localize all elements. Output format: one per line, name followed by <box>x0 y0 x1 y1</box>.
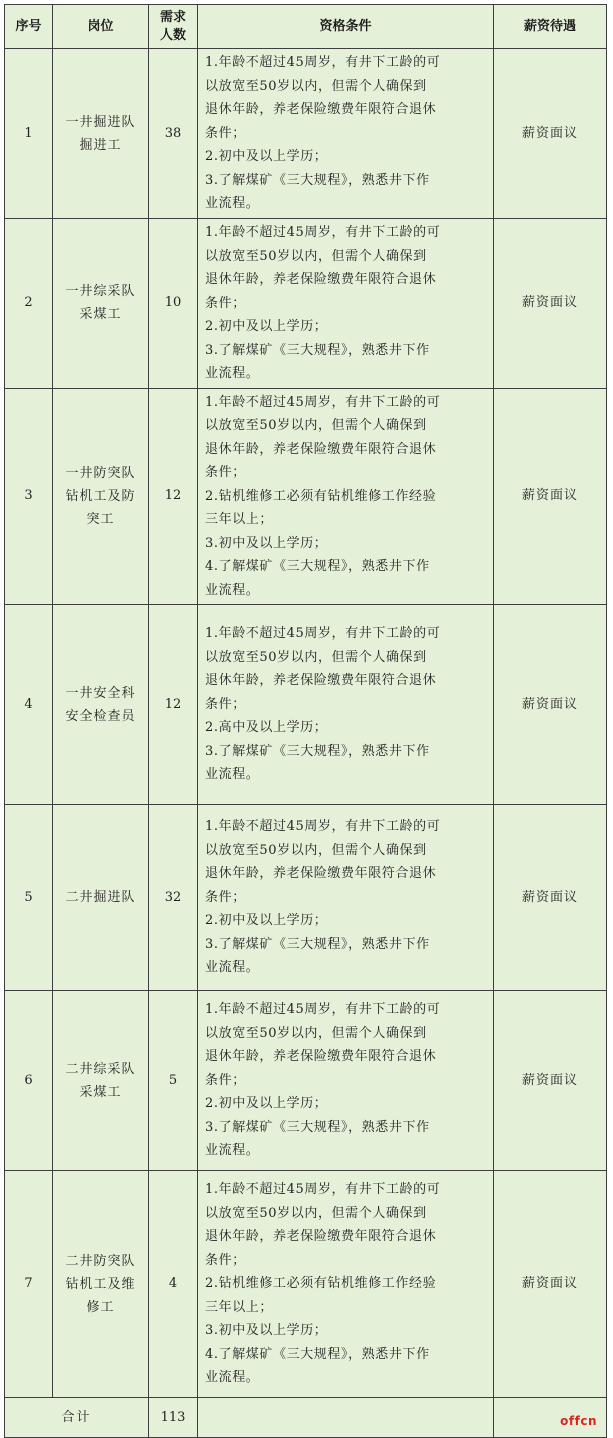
row-conditions <box>198 388 494 605</box>
row-conditions <box>198 49 494 219</box>
row-count: 12 <box>149 605 198 805</box>
total-count: 113 <box>149 1398 198 1438</box>
header-count-label: 需求人数 <box>159 9 186 43</box>
row-salary: 薪资面议 <box>494 605 607 805</box>
condition-line: 业流程。 <box>205 767 260 783</box>
header-salary: 薪资待遇 <box>494 5 607 49</box>
condition-line: 1.年龄不超过45周岁，有井下工龄的可 <box>205 1182 441 1198</box>
header-position: 岗位 <box>53 5 149 49</box>
table-row <box>5 219 607 389</box>
row-conditions <box>198 991 494 1171</box>
condition-line: 退休年龄，养老保险缴费年限符合退休 <box>205 1229 437 1245</box>
condition-line: 2.钻机维修工必须有钻机维修工作经验 <box>205 1276 437 1292</box>
row-no: 4 <box>5 605 53 805</box>
condition-line: 3.了解煤矿《三大规程》，熟悉井下作 <box>205 743 430 759</box>
row-no: 1 <box>5 49 53 219</box>
condition-line: 1.年龄不超过45周岁，有井下工龄的可 <box>205 626 441 642</box>
condition-line: 3.了解煤矿《三大规程》，熟悉井下作 <box>205 1119 430 1135</box>
row-salary: 薪资面议 <box>494 1171 607 1398</box>
recruitment-table <box>4 4 607 1438</box>
condition-line: 2.初中及以上学历； <box>205 1096 328 1112</box>
row-salary: 薪资面议 <box>494 805 607 991</box>
condition-line: 条件； <box>205 1252 246 1268</box>
condition-line: 2.初中及以上学历； <box>205 319 328 334</box>
condition-line: 以放宽至50岁以内，但需个人确保到 <box>205 248 427 264</box>
row-salary: 薪资面议 <box>494 49 607 219</box>
table-row <box>5 1171 607 1398</box>
condition-line: 以放宽至50岁以内，但需个人确保到 <box>205 649 427 665</box>
condition-line: 条件； <box>205 465 246 480</box>
row-conditions <box>198 605 494 805</box>
row-count: 12 <box>149 388 198 605</box>
condition-line: 退休年龄，养老保险缴费年限符合退休 <box>205 866 437 882</box>
row-position: 二井掘进队 <box>53 805 149 991</box>
condition-line: 3.了解煤矿《三大规程》，熟悉井下作 <box>205 342 430 358</box>
row-count: 10 <box>149 219 198 389</box>
condition-line: 业流程。 <box>205 1143 260 1159</box>
condition-line: 3.初中及以上学历； <box>205 535 328 551</box>
row-no: 3 <box>5 388 53 605</box>
row-count: 4 <box>149 1171 198 1398</box>
condition-line: 业流程。 <box>205 1370 260 1386</box>
condition-line: 1.年龄不超过45周岁，有井下工龄的可 <box>205 1002 441 1018</box>
condition-line: 条件； <box>205 1072 246 1088</box>
table-row <box>5 388 607 605</box>
condition-line: 1.年龄不超过45周岁，有井下工龄的可 <box>205 394 441 410</box>
table-row <box>5 605 607 805</box>
condition-line: 1.年龄不超过45周岁，有井下工龄的可 <box>205 819 441 835</box>
condition-line: 2.初中及以上学历； <box>205 149 328 165</box>
condition-line: 退休年龄，养老保险缴费年限符合退休 <box>205 673 437 689</box>
row-position: 一井综采队采煤工 <box>53 219 149 389</box>
row-no: 2 <box>5 219 53 389</box>
condition-line: 以放宽至50岁以内，但需个人确保到 <box>205 1205 427 1221</box>
row-salary: 薪资面议 <box>494 388 607 605</box>
table-row <box>5 49 607 219</box>
condition-line: 3.初中及以上学历； <box>205 1323 328 1339</box>
condition-line: 4.了解煤矿《三大规程》，熟悉井下作 <box>205 559 430 574</box>
condition-line: 4.了解煤矿《三大规程》，熟悉井下作 <box>205 1346 430 1362</box>
condition-line: 1.年龄不超过45周岁，有井下工龄的可 <box>205 225 441 240</box>
condition-line: 以放宽至50岁以内，但需个人确保到 <box>205 78 427 94</box>
condition-line: 退休年龄，养老保险缴费年限符合退休 <box>205 441 437 457</box>
condition-line: 1.年龄不超过45周岁，有井下工龄的可 <box>205 55 441 71</box>
condition-line: 2.高中及以上学历； <box>205 720 328 736</box>
header-row <box>5 5 607 49</box>
row-conditions <box>198 805 494 991</box>
condition-line: 以放宽至50岁以内，但需个人确保到 <box>205 1025 427 1041</box>
condition-line: 业流程。 <box>205 196 260 212</box>
condition-line: 退休年龄，养老保险缴费年限符合退休 <box>205 1049 437 1065</box>
row-position: 二井综采队采煤工 <box>53 991 149 1171</box>
row-no: 7 <box>5 1171 53 1398</box>
condition-line: 业流程。 <box>205 960 260 976</box>
row-position: 一井掘进队掘进工 <box>53 49 149 219</box>
condition-line: 条件； <box>205 125 246 141</box>
header-count <box>149 5 198 49</box>
condition-line: 三年以上； <box>205 1299 274 1315</box>
condition-line: 3.了解煤矿《三大规程》，熟悉井下作 <box>205 936 430 952</box>
condition-line: 3.了解煤矿《三大规程》，熟悉井下作 <box>205 172 430 188</box>
total-label: 合计 <box>5 1398 149 1438</box>
condition-line: 以放宽至50岁以内，但需个人确保到 <box>205 842 427 858</box>
table-row <box>5 805 607 991</box>
header-no: 序号 <box>5 5 53 49</box>
row-no: 6 <box>5 991 53 1171</box>
row-count: 5 <box>149 991 198 1171</box>
condition-line: 2.钻机维修工必须有钻机维修工作经验 <box>205 488 437 504</box>
row-salary: 薪资面议 <box>494 991 607 1171</box>
condition-line: 条件； <box>205 696 246 712</box>
table-body <box>5 49 607 1438</box>
row-conditions <box>198 219 494 389</box>
condition-line: 以放宽至50岁以内，但需个人确保到 <box>205 418 427 433</box>
table-row <box>5 991 607 1171</box>
condition-line: 三年以上； <box>205 512 274 527</box>
row-count: 32 <box>149 805 198 991</box>
condition-line: 退休年龄，养老保险缴费年限符合退休 <box>205 102 437 118</box>
condition-line: 2.初中及以上学历； <box>205 913 328 929</box>
row-position: 一井安全科安全检查员 <box>53 605 149 805</box>
condition-line: 条件； <box>205 889 246 905</box>
condition-line: 业流程。 <box>205 366 260 381</box>
total-row <box>5 1398 607 1438</box>
condition-line: 退休年龄，养老保险缴费年限符合退休 <box>205 272 437 287</box>
row-salary: 薪资面议 <box>494 219 607 389</box>
offcn-watermark-logo: offcn <box>560 1414 597 1428</box>
header-conditions: 资格条件 <box>198 5 494 49</box>
condition-line: 条件； <box>205 295 246 311</box>
row-conditions <box>198 1171 494 1398</box>
row-no: 5 <box>5 805 53 991</box>
condition-line: 业流程。 <box>205 582 260 598</box>
row-position: 二井防突队钻机工及维修工 <box>53 1171 149 1398</box>
row-position: 一井防突队钻机工及防突工 <box>53 388 149 605</box>
row-count: 38 <box>149 49 198 219</box>
total-conditions-empty <box>198 1398 494 1438</box>
